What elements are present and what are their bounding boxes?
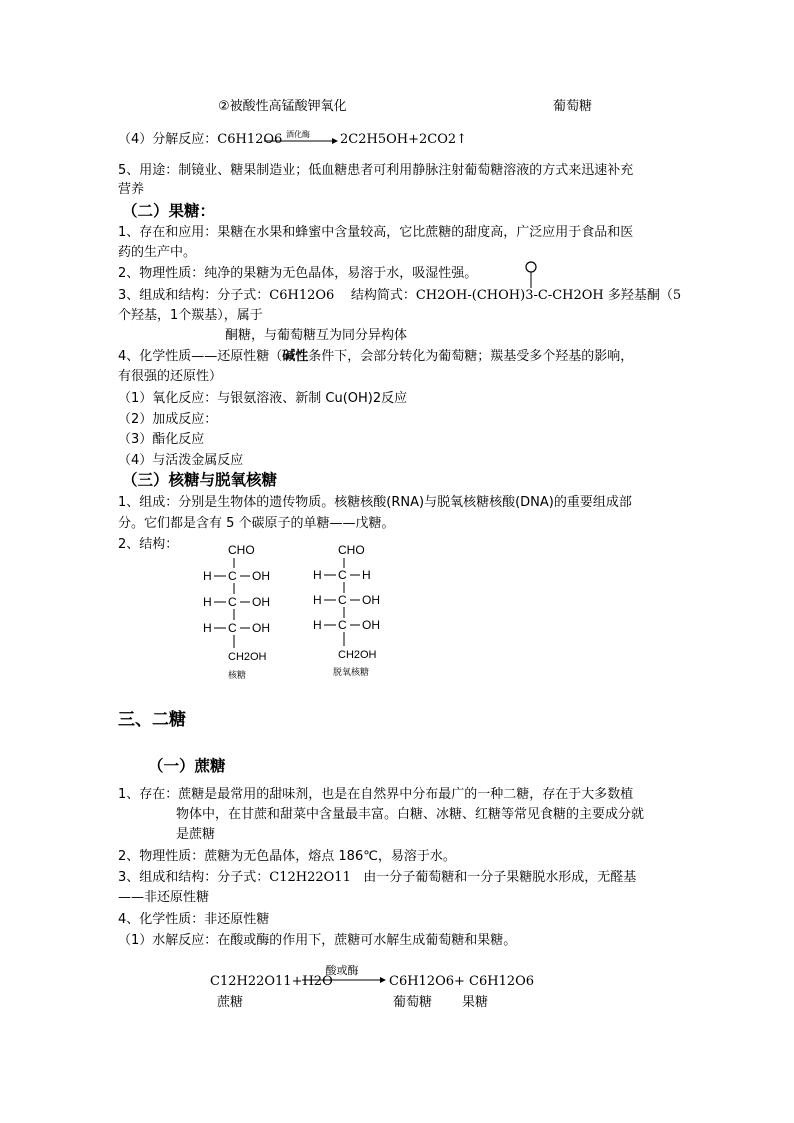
svg-text:H: H [313, 618, 322, 632]
equation-label-fructose: 果糖 [462, 995, 489, 1010]
sucrose-l7: 4、化学性质：非还原性糖 [118, 912, 270, 927]
fructose-l2: 药的生产中。 [118, 245, 197, 260]
equation-arrow [300, 962, 386, 986]
fructose-l12: （4）与活泼金属反应 [118, 453, 244, 468]
fructose-l9: （1）氧化反应：与银氨溶液、新制 Cu(OH)2反应 [118, 391, 408, 406]
svg-text:OH: OH [252, 569, 270, 583]
sucrose-l8: （1）水解反应：在酸或酶的作用下，蔗糖可水解生成葡萄糖和果糖。 [118, 933, 517, 948]
decomposition-reaction: （4）分解反应：C6H12O6 [118, 132, 283, 147]
svg-text:H: H [203, 569, 212, 583]
svg-text:H: H [313, 568, 322, 582]
svg-text:H: H [362, 568, 371, 582]
deoxyribose-ch2oh: CH2OH [338, 649, 377, 661]
svg-text:OH: OH [252, 595, 270, 609]
glucose-label: 葡萄糖 [553, 99, 593, 114]
fructose-l11: （3）酯化反应 [118, 432, 205, 447]
disaccharide-heading: 三、二糖 [118, 710, 186, 730]
svg-text:OH: OH [362, 618, 380, 632]
carbonyl-mark [524, 260, 538, 290]
decomp-condition: 酒化酶 [286, 130, 310, 139]
deoxyribose-structure [308, 538, 418, 684]
svg-text:H: H [313, 593, 322, 607]
fructose-l3: 2、物理性质：纯净的果糖为无色晶体，易溶于水，吸湿性强。 [118, 266, 478, 281]
svg-text:C: C [338, 618, 347, 632]
ribose-ch2oh: CH2OH [228, 651, 267, 663]
ribose-cho: CHO [228, 543, 255, 557]
glucose-use-line2: 营养 [118, 182, 145, 197]
fructose-l7: 4、化学性质——还原性糖（碱性条件下，会部分转化为葡萄糖；羰基受多个羟基的影响， [118, 349, 634, 364]
glucose-use-line1: 5、用途：制镜业、糖果制造业；低血糖患者可利用静脉注射葡萄糖溶液的方式来迅速补充 [118, 163, 634, 178]
sucrose-l4: 2、物理性质：蔗糖为无色晶体，熔点 186℃，易溶于水。 [118, 849, 456, 864]
svg-text:C: C [338, 568, 347, 582]
svg-text:H: H [203, 621, 212, 635]
sucrose-l5: 3、组成和结构：分子式：C12H22O11 由一分子葡萄糖和一分子果糖脱水形成，无醛基 [118, 870, 637, 885]
decomposition-arrow [262, 128, 338, 148]
deoxyribose-cho: CHO [338, 543, 365, 557]
svg-text:OH: OH [252, 621, 270, 635]
sucrose-l3: 是蔗糖 [176, 827, 216, 842]
svg-text:C: C [228, 595, 237, 609]
equation-label-glucose: 葡萄糖 [393, 995, 433, 1010]
svg-text:H: H [203, 595, 212, 609]
equation-right: C6H12O6+ C6H12O6 [389, 974, 535, 989]
fructose-l8: 有很强的还原性） [118, 369, 223, 384]
ribose-label: 核糖 [228, 670, 247, 680]
svg-text:C: C [338, 593, 347, 607]
ribose-l2: 分。它们都是含有 5 个碳原子的单糖——戊糖。 [118, 516, 395, 531]
oxidation-note: ②被酸性高锰酸钾氧化 [218, 99, 347, 114]
sucrose-l1: 1、存在：蔗糖是最常用的甜味剂，也是在自然界中分布最广的一种二糖，存在于大多数植 [118, 787, 634, 802]
svg-text:C: C [228, 569, 237, 583]
svg-text:OH: OH [362, 593, 380, 607]
equation-condition: 酸或酶 [325, 965, 359, 977]
fructose-l1: 1、存在和应用：果糖在水果和蜂蜜中含量较高，它比蔗糖的甜度高，广泛应用于食品和医 [118, 225, 634, 240]
fructose-l6: 酮糖，与葡萄糖互为同分异构体 [225, 328, 408, 343]
ribose-heading: （三）核糖与脱氧核糖 [122, 471, 278, 489]
sucrose-l2: 物体中，在甘蔗和甜菜中含量最丰富。白糖、冰糖、红糖等常见食糖的主要成分就 [176, 807, 645, 822]
equation-left: C12H22O11+H2O [210, 974, 333, 989]
decomposition-product: 2C2H5OH+2CO2↑ [340, 132, 468, 147]
fructose-l10: （2）加成反应： [118, 412, 218, 427]
ribose-structure [198, 538, 308, 684]
ribose-l3: 2、结构： [118, 537, 179, 552]
sucrose-heading: （一）蔗糖 [148, 757, 226, 775]
equation-label-sucrose: 蔗糖 [217, 995, 244, 1010]
deoxyribose-label: 脱氧核糖 [333, 667, 370, 677]
ribose-l1: 1、组成：分别是生物体的遗传物质。核糖核酸(RNA)与脱氧核糖核酸(DNA)的重要组成部 [118, 495, 632, 510]
fructose-heading: （二）果糖： [122, 202, 216, 220]
fructose-l5: 个羟基，1个羰基），属于 [118, 308, 263, 323]
svg-text:C: C [228, 621, 237, 635]
sucrose-l6: ——非还原性糖 [118, 890, 210, 905]
fructose-l4: 3、组成和结构：分子式：C6H12O6 结构简式：CH2OH-(CHOH)3-C-CH2OH 多羟基酮（5 [118, 288, 682, 303]
